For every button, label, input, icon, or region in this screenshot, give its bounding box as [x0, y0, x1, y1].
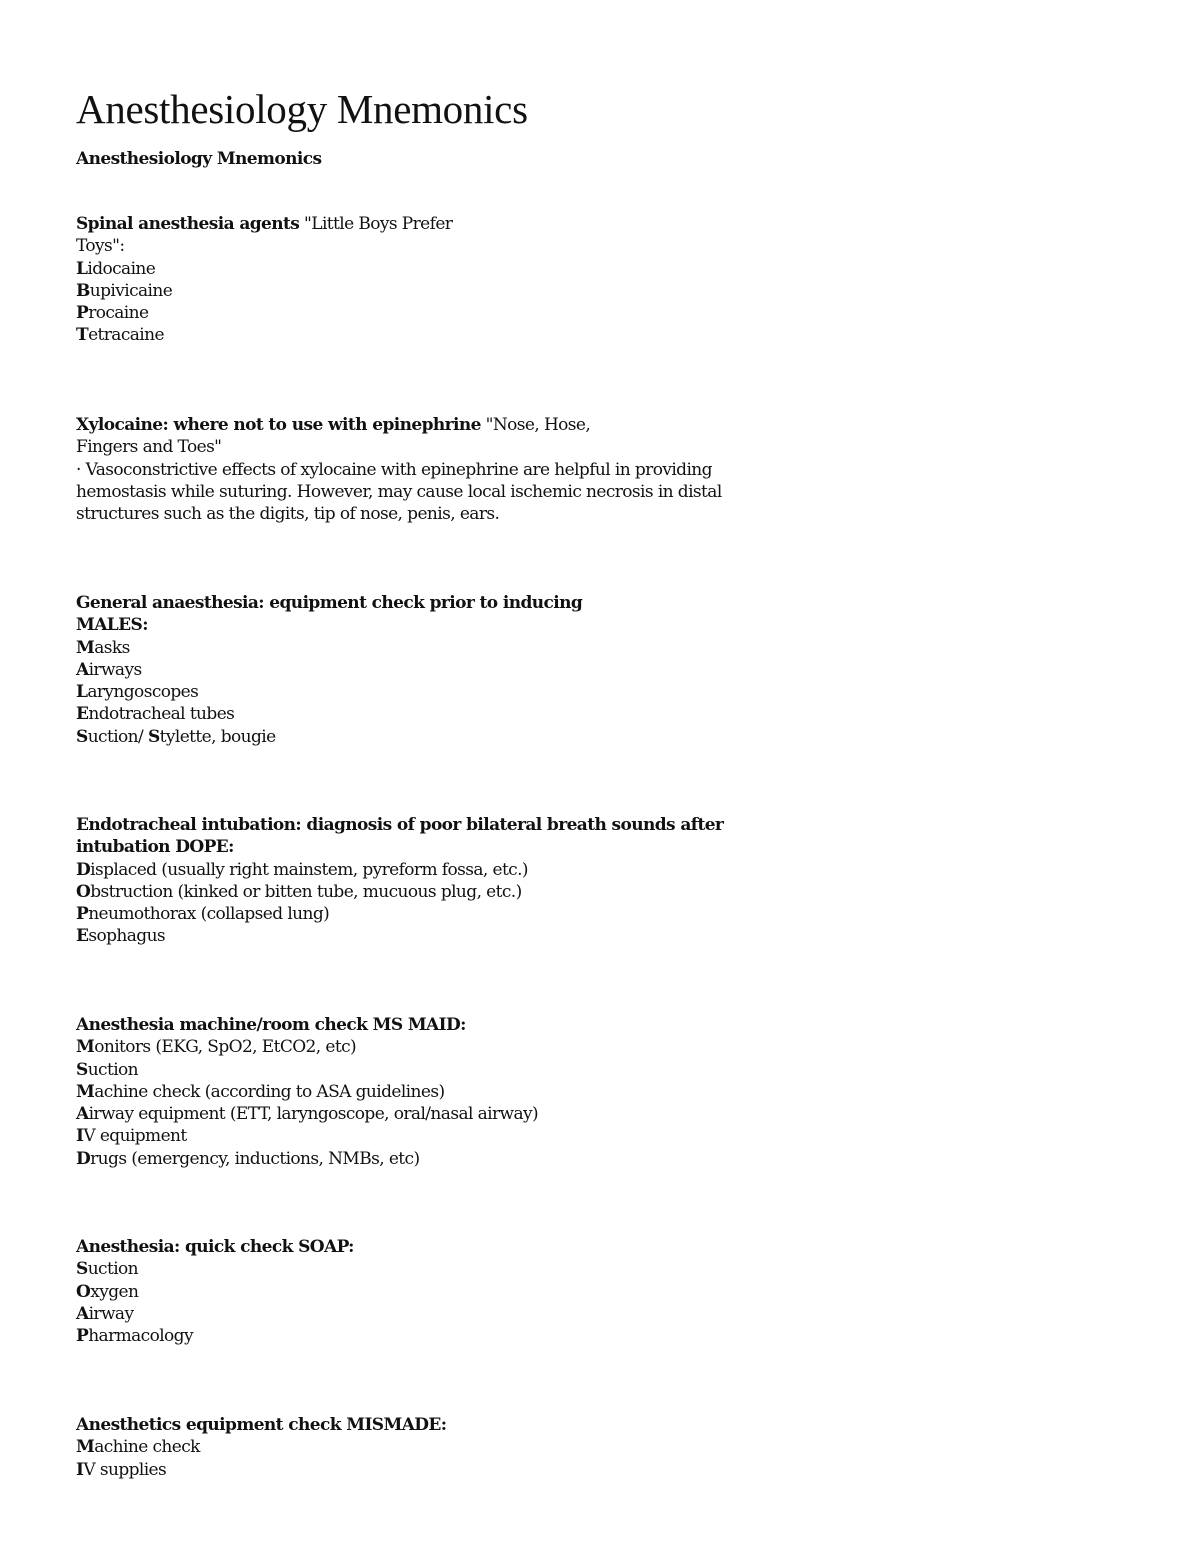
section-heading: General anaesthesia: equipment check prior to inducing MALES:: [76, 593, 583, 636]
section-endotracheal-intubation: [76, 814, 756, 948]
list-item: Tetracaine: [76, 325, 164, 346]
list-item: Endotracheal tubes: [76, 704, 235, 725]
section-heading: Endotracheal intubation: diagnosis of poor bilateral breath sounds after intubation DOPE:: [76, 815, 724, 858]
list-item: Oxygen: [76, 1281, 139, 1302]
section-heading: Anesthesia machine/room check MS MAID:: [76, 1015, 466, 1035]
page-title: Anesthesiology Mnemonics: [76, 86, 528, 132]
list-item: Airways: [76, 659, 142, 680]
section-paragraph: · Vasoconstrictive effects of xylocaine with epinephrine are helpful in providing hemostasis while suturing. However, may cause local ischemic necrosis in distal structures such as the digits, tip of nose, penis, ears.: [76, 459, 722, 525]
section-quick-check: [76, 1236, 354, 1347]
list-item: Suction: [76, 1059, 139, 1080]
list-item: Esophagus: [76, 926, 166, 947]
list-item: Suction: [76, 1259, 139, 1280]
list-item: Displaced (usually right mainstem, pyreform fossa, etc.): [76, 859, 528, 880]
list-item: Machine check: [76, 1437, 200, 1458]
section-heading: Anesthetics equipment check MISMADE:: [76, 1415, 447, 1435]
section-machine-room-check: [76, 1014, 538, 1170]
list-item: Obstruction (kinked or bitten tube, mucuous plug, etc.): [76, 881, 522, 902]
list-item: Machine check (according to ASA guidelines): [76, 1081, 445, 1102]
section-heading: Spinal anesthesia agents "Little Boys Prefer Toys":: [76, 214, 453, 257]
list-item: Airway equipment (ETT, laryngoscope, oral/nasal airway): [76, 1104, 539, 1125]
list-item: Laryngoscopes: [76, 682, 199, 703]
list-item: Bupivicaine: [76, 280, 173, 301]
list-item: Masks: [76, 637, 130, 658]
section-general-anaesthesia: [76, 592, 656, 748]
list-item: Drugs (emergency, inductions, NMBs, etc): [76, 1148, 420, 1169]
list-item: Airway: [76, 1303, 134, 1324]
list-item: Suction/ Stylette, bougie: [76, 726, 276, 747]
section-xylocaine: [76, 414, 796, 525]
section-equipment-check: [76, 1414, 446, 1481]
list-item: Lidocaine: [76, 258, 156, 279]
section-spinal-anesthesia: [76, 213, 496, 347]
document-page: [76, 82, 1156, 1480]
list-item: Monitors (EKG, SpO2, EtCO2, etc): [76, 1037, 357, 1058]
section-heading: Xylocaine: where not to use with epinephrine "Nose, Hose, Fingers and Toes": [76, 415, 591, 458]
list-item: IV equipment: [76, 1126, 187, 1147]
list-item: Procaine: [76, 303, 149, 324]
section-heading: Anesthesia: quick check SOAP:: [76, 1237, 354, 1257]
list-item: IV supplies: [76, 1459, 167, 1480]
list-item: Pneumothorax (collapsed lung): [76, 904, 330, 925]
list-item: Pharmacology: [76, 1326, 193, 1347]
page-subtitle: Anesthesiology Mnemonics: [76, 149, 322, 169]
